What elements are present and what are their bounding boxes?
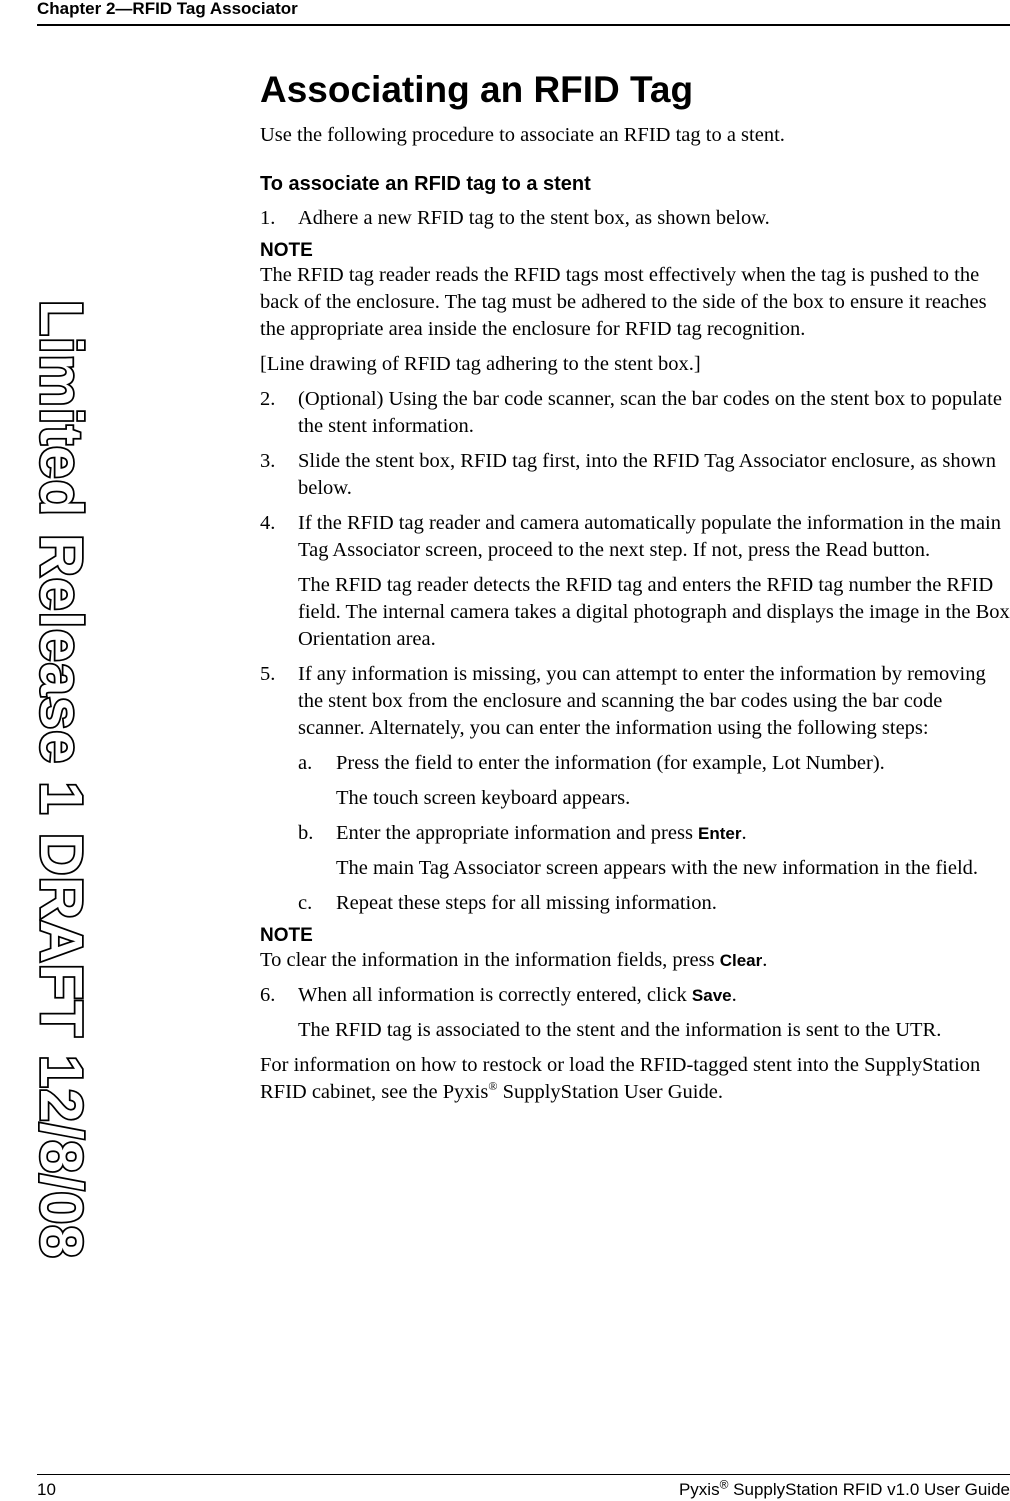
step-punct: . — [731, 984, 737, 1006]
note-text-before: To clear the information in the information fields, press — [260, 949, 720, 971]
page-content — [260, 64, 1010, 1106]
step-text: When all information is correctly entered, click — [298, 984, 692, 1006]
note-punct: . — [762, 949, 768, 971]
header-dash: — — [115, 0, 133, 18]
footer-registered-mark: ® — [719, 1477, 729, 1492]
footer-guide: SupplyStation RFID v1.0 User Guide — [728, 1480, 1010, 1499]
enter-key-label: Enter — [698, 824, 742, 843]
step-text: If any information is missing, you can attempt to enter the information by removing the stent box from the enclosure and scanning the bar codes using the bar code scanner. Alternately, you can enter the information using the following steps: — [298, 663, 986, 739]
procedure-title: To associate an RFID tag to a stent — [260, 173, 591, 195]
step-6-result: The RFID tag is associated to the stent and the information is sent to the UTR. — [298, 1019, 942, 1041]
clear-button-label: Clear — [719, 951, 763, 970]
step-number: 1. — [260, 207, 276, 229]
closing-text-end: SupplyStation User Guide. — [497, 1081, 723, 1103]
substep-letter: c. — [298, 892, 313, 914]
substep-punct: . — [741, 822, 747, 844]
header-title: RFID Tag Associator — [132, 0, 298, 18]
note-text: The RFID tag reader reads the RFID tags most effectively when the tag is pushed to the back of the enclosure. The tag must be adhered to the side of the box to ensure it reaches the appropriate area inside the enclosure for RFID tag recognition. — [260, 264, 987, 340]
step-text: Slide the stent box, RFID tag first, into the RFID Tag Associator enclosure, as shown below. — [298, 450, 996, 499]
page-number: 10 — [37, 1480, 56, 1499]
substep-b — [260, 820, 1010, 847]
step-4-result: The RFID tag reader detects the RFID tag and enters the RFID tag number the RFID field. The internal camera takes a digital photograph and displays the image in the Box Orientation area. — [298, 574, 1010, 650]
step-5 — [260, 661, 1010, 742]
step-3 — [260, 448, 1010, 502]
step-text: Adhere a new RFID tag to the stent box, as shown below. — [298, 207, 770, 229]
draft-watermark: Limited Release 1 DRAFT 12/8/08 — [28, 300, 94, 1259]
note-label: NOTE — [260, 925, 313, 946]
substep-text: Enter the appropriate information and press — [336, 822, 699, 844]
step-number: 4. — [260, 512, 276, 534]
header-chapter: Chapter 2 — [37, 0, 116, 18]
substep-c — [260, 890, 1010, 917]
step-number: 3. — [260, 450, 276, 472]
footer-product: Pyxis — [678, 1480, 720, 1499]
substep-text: Press the field to enter the information (for example, Lot Number). — [336, 752, 885, 774]
step-2 — [260, 386, 1010, 440]
substep-letter: a. — [298, 752, 313, 774]
step-text: (Optional) Using the bar code scanner, scan the bar codes on the stent box to populate the stent information. — [298, 388, 1002, 437]
save-button-label: Save — [691, 986, 732, 1005]
substep-a-result: The touch screen keyboard appears. — [336, 787, 631, 809]
substep-letter: b. — [298, 822, 314, 844]
closing-paragraph — [260, 1052, 1010, 1106]
step-number: 6. — [260, 984, 276, 1006]
step-text: If the RFID tag reader and camera automatically populate the information in the main Tag Associator screen, proceed to the next step. If not, press the Read button. — [298, 512, 1002, 561]
step-1 — [260, 205, 1010, 232]
note-text — [260, 947, 1010, 974]
substep-text: Repeat these steps for all missing information. — [336, 892, 717, 914]
step-6 — [260, 982, 1010, 1009]
note-label: NOTE — [260, 240, 313, 261]
substep-b-result: The main Tag Associator screen appears with the new information in the field. — [336, 857, 979, 879]
intro-paragraph: Use the following procedure to associate an RFID tag to a stent. — [260, 124, 785, 146]
registered-mark: ® — [488, 1079, 498, 1094]
figure-placeholder: [Line drawing of RFID tag adhering to the stent box.] — [260, 353, 701, 375]
running-header — [37, 0, 1010, 26]
step-4 — [260, 510, 1010, 564]
running-footer — [37, 1474, 1010, 1501]
step-number: 2. — [260, 388, 276, 410]
closing-text: For information on how to restock or load the RFID-tagged stent into the SupplyStation RFID cabinet, see the Pyxis — [260, 1054, 981, 1103]
step-number: 5. — [260, 663, 276, 685]
footer-guide-title — [679, 1479, 1010, 1501]
substep-a — [260, 750, 1010, 777]
section-title: Associating an RFID Tag — [260, 69, 694, 110]
